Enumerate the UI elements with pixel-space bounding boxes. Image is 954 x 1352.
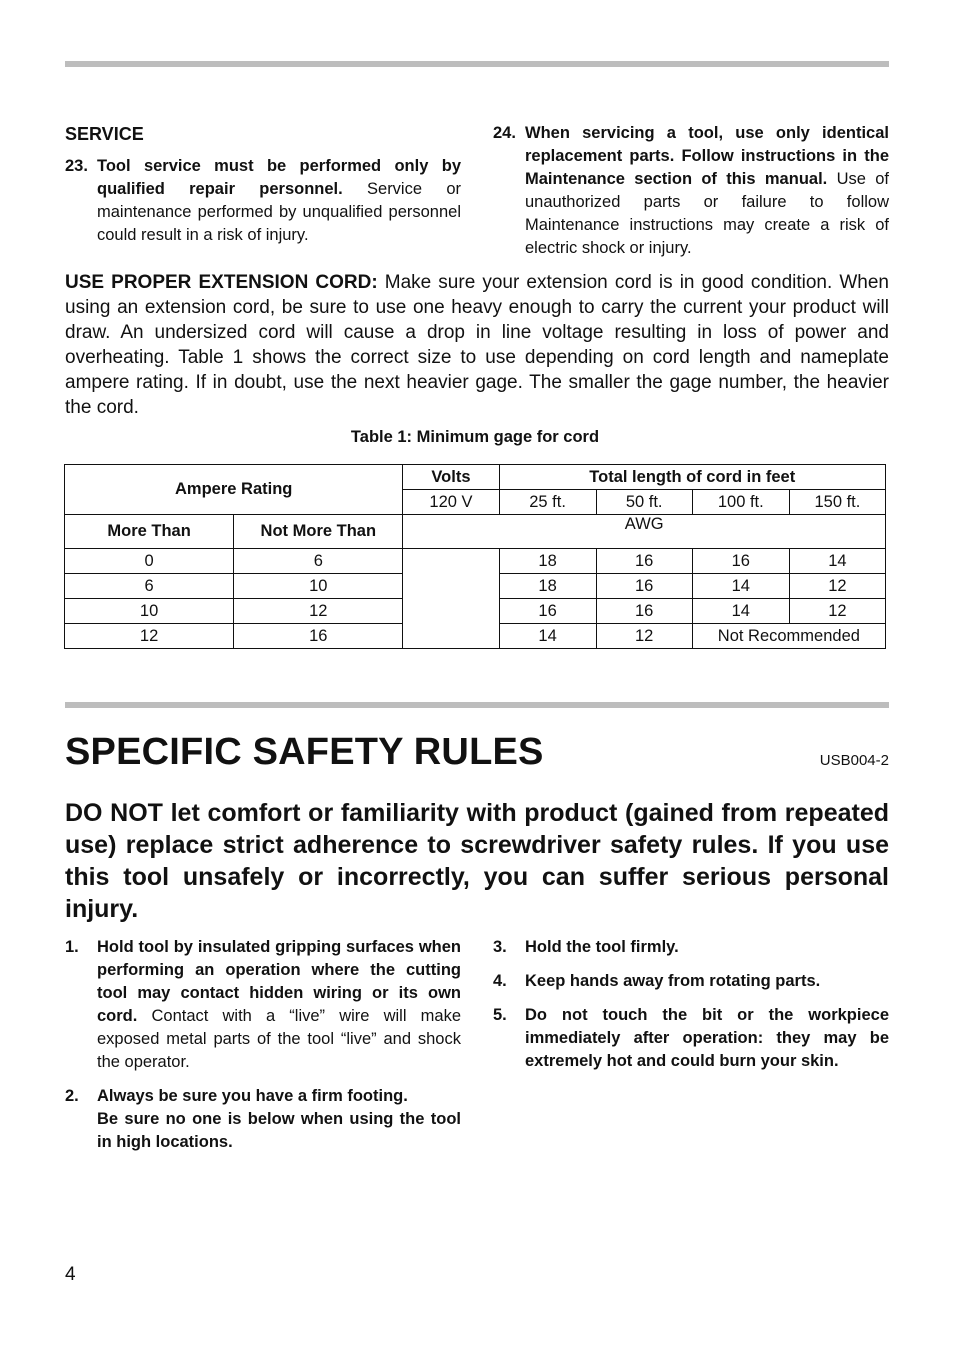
item-body-text: Contact with a “live” wire will make exposed metal parts of the tool “live” and shock the operator.	[97, 1007, 461, 1071]
table-cell: 12	[789, 599, 885, 624]
rule-item-4	[493, 970, 889, 993]
rule-item-2	[65, 1085, 461, 1154]
extension-cord-text: Make sure your extension cord is in good condition. When using an extension cord, be sure to use one heavy enough to carry the current your product will draw. An undersized cord will cause a drop in line voltage resulting in loss of power and overheating. Table 1 shows the correct size to use depending on cord length and nameplate ampere rating. If in doubt, use the next heavier gage. The smaller the gage number, the heavier the cord.	[65, 272, 889, 418]
rules-right-column	[493, 936, 889, 1073]
table-cell: 16	[596, 599, 692, 624]
table-cell: 18	[499, 549, 596, 574]
table-cell: 16	[234, 624, 403, 649]
length-header: Total length of cord in feet	[499, 465, 885, 490]
not-more-than-header: Not More Than	[234, 515, 403, 549]
page-title: SPECIFIC SAFETY RULES	[65, 731, 544, 773]
table-cell: 14	[692, 574, 789, 599]
blank-volts-cell	[403, 549, 499, 649]
length-cell: 150 ft.	[789, 490, 885, 515]
item-text	[97, 1085, 461, 1154]
table-cell: 16	[692, 549, 789, 574]
item-number: 2.	[65, 1087, 79, 1105]
table-cell: 12	[596, 624, 692, 649]
page-number: 4	[65, 1264, 76, 1285]
ampere-rating-header: Ampere Rating	[65, 465, 403, 515]
service-item-23	[65, 155, 461, 247]
rule-item-5	[493, 1004, 889, 1073]
voltage-cell: 120 V	[403, 490, 499, 515]
volts-header: Volts	[403, 465, 499, 490]
item-number: 5.	[493, 1006, 507, 1024]
table-cell: 6	[234, 549, 403, 574]
table-cell: 14	[789, 549, 885, 574]
table-cell: 16	[596, 549, 692, 574]
extension-cord-paragraph	[65, 270, 889, 420]
table-cell: 14	[499, 624, 596, 649]
item-line: Be sure no one is below when using the tool in high locations.	[97, 1110, 461, 1151]
more-than-header: More Than	[65, 515, 234, 549]
document-code: USB004-2	[819, 752, 889, 769]
not-recommended-cell: Not Recommended	[692, 624, 885, 649]
service-heading: SERVICE	[65, 124, 144, 144]
table-cell: 12	[789, 574, 885, 599]
item-text: Hold the tool firmly.	[525, 938, 679, 956]
table-caption: Table 1: Minimum gage for cord	[350, 428, 600, 446]
table-cell: 12	[65, 624, 234, 649]
table-cell: 18	[499, 574, 596, 599]
item-bold-text: Hold tool by insulated gripping surfaces when performing an operation where the cutting tool may contact hidden wiring or its own cord.	[97, 938, 461, 1025]
table-cell: 16	[596, 574, 692, 599]
safety-warning: DO NOT let comfort or familiarity with product (gained from repeated use) replace strict adherence to screwdriver safety rules. If you use this tool unsafely or incorrectly, you can suffer serious personal injury.	[65, 799, 889, 923]
cord-gage-table	[64, 464, 886, 649]
item-text	[525, 122, 889, 260]
item-number: 1.	[65, 938, 79, 956]
table-units-row	[65, 515, 886, 549]
rules-left-column	[65, 936, 461, 1154]
item-text	[97, 155, 461, 247]
item-number: 3.	[493, 938, 507, 956]
section-divider	[65, 702, 889, 708]
rule-item-1	[65, 936, 461, 1074]
table-cell: 12	[234, 599, 403, 624]
item-body-text: Service or maintenance performed by unqualified personnel could result in a risk of injury.	[97, 180, 461, 244]
length-cell: 50 ft.	[596, 490, 692, 515]
item-bold-text: Tool service must be performed only by qualified repair personnel.	[97, 157, 461, 198]
table-cell: 6	[65, 574, 234, 599]
service-item-24	[493, 122, 889, 260]
table-row	[65, 549, 886, 574]
item-body-text: Use of unauthorized parts or failure to follow Maintenance instructions may create a risk of electric shock or injury.	[525, 170, 889, 257]
item-number: 4.	[493, 972, 507, 990]
rule-item-3	[493, 936, 889, 959]
top-divider	[65, 61, 889, 67]
extension-cord-heading: USE PROPER EXTENSION CORD:	[65, 272, 378, 293]
service-section-right	[493, 122, 889, 260]
item-text: Do not touch the bit or the workpiece immediately after operation: they may be extremely hot and could burn your skin.	[525, 1006, 889, 1070]
service-section	[65, 124, 461, 247]
length-cell: 100 ft.	[692, 490, 789, 515]
item-number: 23.	[65, 157, 88, 175]
awg-header: AWG	[403, 515, 886, 549]
table-header-row	[65, 465, 886, 490]
table-cell: 16	[499, 599, 596, 624]
table-cell: 14	[692, 599, 789, 624]
item-bold-text: When servicing a tool, use only identical replacement parts. Follow instructions in the Maintenance section of this manual.	[525, 124, 889, 188]
length-cell: 25 ft.	[499, 490, 596, 515]
table-cell: 10	[234, 574, 403, 599]
table-cell: 0	[65, 549, 234, 574]
item-text	[97, 936, 461, 1074]
table-cell: 10	[65, 599, 234, 624]
item-text: Keep hands away from rotating parts.	[525, 972, 821, 990]
item-line: Always be sure you have a firm footing.	[97, 1087, 408, 1105]
item-number: 24.	[493, 124, 516, 142]
